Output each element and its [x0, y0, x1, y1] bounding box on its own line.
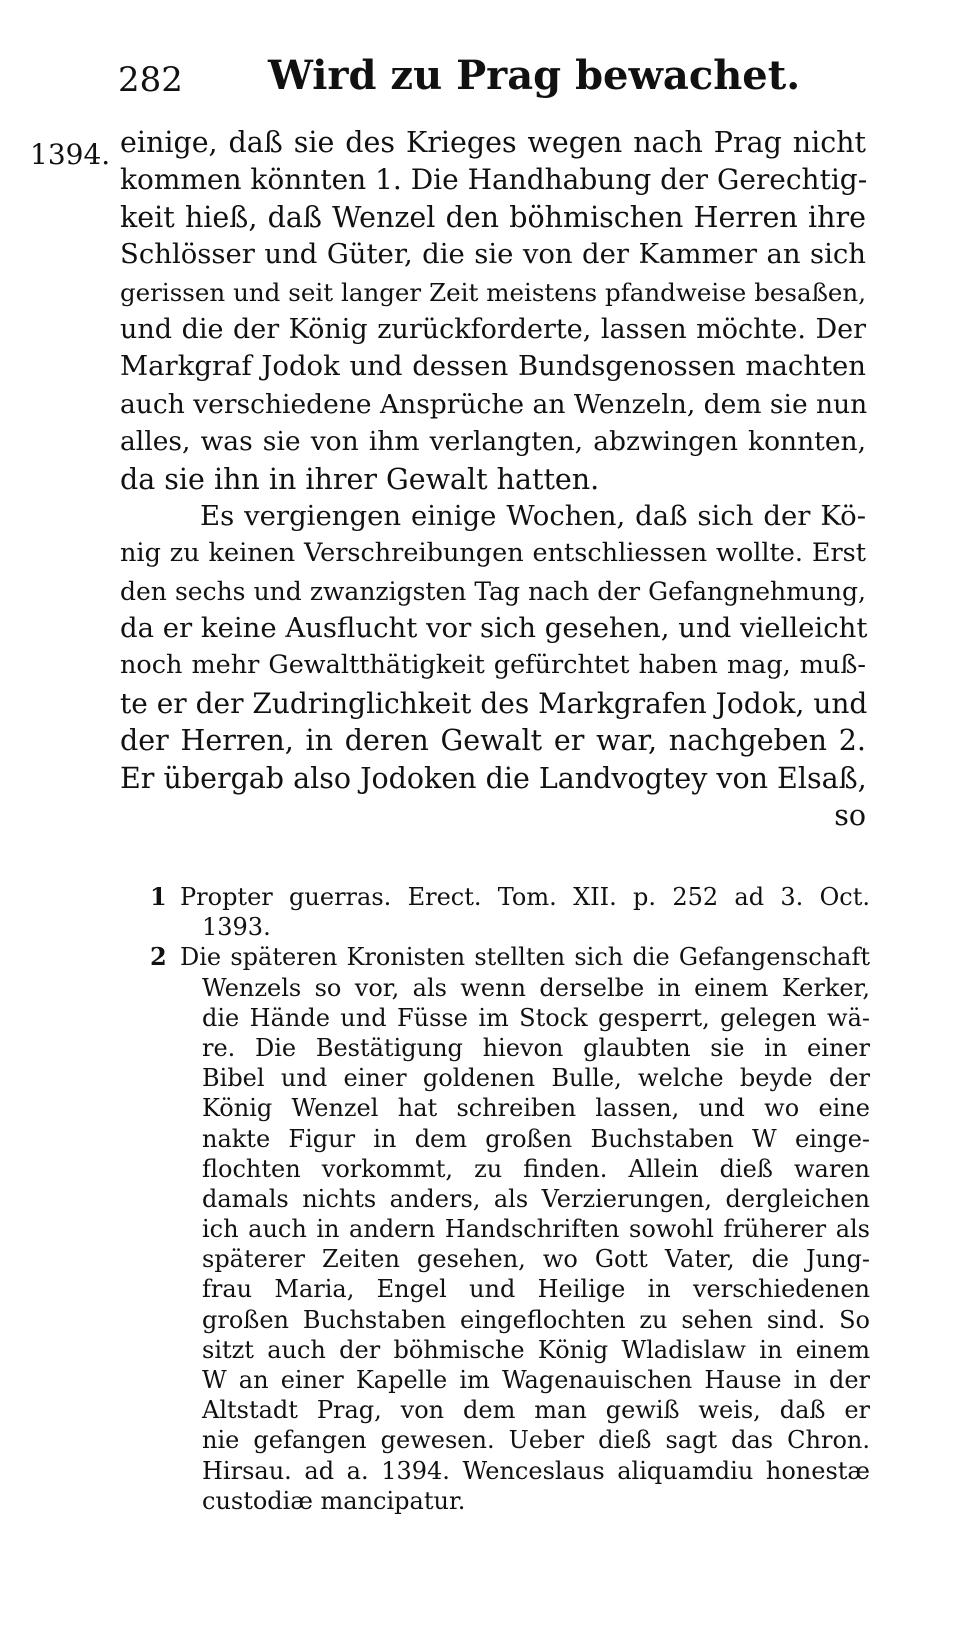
- footnote-2-line: [150, 942, 870, 972]
- footnote-2-line: nie gefangen gewesen. Ueber dieß sagt das Chron.: [202, 1426, 870, 1455]
- paragraph-start-line: Es vergiengen einige Wochen, daß sich der Kö-: [200, 499, 866, 532]
- text-line: der Herren, in deren Gewalt er war, nachgeben 2.: [120, 724, 866, 758]
- footnote-2-line: die Hände und Füsse im Stock gesperrt, gelegen wä-: [202, 1003, 870, 1032]
- footnote-2-line: Bibel und einer goldenen Bulle, welche beyde der: [202, 1064, 870, 1093]
- footnote-2-line: späterer Zeiten gesehen, wo Gott Vater, die Jung-: [202, 1245, 870, 1274]
- text-line: keit hieß, daß Wenzel den böhmischen Herren ihre: [120, 200, 866, 234]
- footnote-2-line: damals nichts anders, als Verzierungen, dergleichen: [202, 1184, 870, 1213]
- text-line: Er übergab also Jodoken die Landvogtey von Elsaß,: [120, 761, 867, 795]
- text-line: nig zu keinen Verschreibungen entschliessen wollte. Erst: [120, 538, 866, 569]
- text-line: da er keine Ausflucht vor sich gesehen, und vielleicht: [120, 612, 868, 645]
- footnote-2-line: großen Buchstaben eingeflochten zu sehen sind. So: [202, 1305, 870, 1334]
- text-line: alles, was sie von ihm verlangten, abzwingen konnten,: [120, 426, 866, 458]
- footnote-2-line: Altstadt Prag, von dem man gewiß weis, daß er: [202, 1396, 870, 1425]
- page-number: 282: [118, 60, 183, 100]
- footnote-1-line: 1393.: [202, 913, 271, 942]
- text-line: auch verschiedene Ansprüche an Wenzeln, dem sie nun: [120, 388, 868, 420]
- page-header: [118, 52, 838, 112]
- footnote-mark: 1: [150, 882, 167, 911]
- text-line: kommen könnten 1. Die Handhabung der Gerechtig-: [120, 163, 868, 197]
- footnote-2-line: Hirsau. ad a. 1394. Wenceslaus aliquamdiu honestæ: [202, 1456, 870, 1485]
- running-title: Wird zu Prag bewachet.: [268, 52, 801, 99]
- text-line: Markgraf Jodok und dessen Bundsgenossen machten: [120, 350, 866, 383]
- footnote-2-line: W an einer Kapelle im Wagenauischen Hause in der: [202, 1366, 870, 1394]
- text-line: einige, daß sie des Krieges wegen nach Prag nicht: [120, 126, 866, 159]
- text-line: den sechs und zwanzigsten Tag nach der Gefangnehmung,: [120, 576, 866, 606]
- catchword: so: [834, 799, 866, 833]
- footnote-2-line: nakte Figur in dem großen Buchstaben W einge-: [202, 1124, 870, 1153]
- footnote-2-line: flochten vorkommt, zu finden. Allein dieß waren: [202, 1154, 870, 1183]
- footnote-1-line: [150, 882, 870, 912]
- text-line: da sie ihn in ihrer Gewalt hatten.: [120, 462, 600, 496]
- footnote-2-line: Wenzels so vor, als wenn derselbe in einem Kerker,: [202, 973, 870, 1002]
- text-line: Schlösser und Güter, die sie von der Kammer an sich: [120, 238, 866, 271]
- marginal-year: 1394.: [30, 138, 111, 171]
- footnotes: [150, 882, 870, 1516]
- footnote-2-line: frau Maria, Engel und Heilige in verschiedenen: [202, 1275, 870, 1304]
- footnote-2-line: re. Die Bestätigung hievon glaubten sie in einer: [202, 1033, 870, 1062]
- footnote-2-line: König Wenzel hat schreiben lassen, und wo eine: [202, 1094, 870, 1123]
- footnote-text: Propter guerras. Erect. Tom. XII. p. 252 ad 3. Oct.: [180, 883, 870, 911]
- text-line: gerissen und seit langer Zeit meistens pfandweise besaßen,: [120, 277, 866, 307]
- text-line: te er der Zudringlichkeit des Markgrafen Jodok, und: [120, 686, 868, 720]
- footnote-text: Die späteren Kronisten stellten sich die Gefangenschaft: [180, 943, 870, 972]
- footnote-2-line: sitzt auch der böhmische König Wladislaw in einem: [202, 1335, 870, 1364]
- main-text: [120, 124, 866, 834]
- text-line: noch mehr Gewaltthätigkeit gefürchtet haben mag, muß-: [120, 650, 866, 681]
- text-line: und die der König zurückforderte, lassen möchte. Der: [120, 313, 866, 345]
- footnote-2-line: ich auch in andern Handschriften sowohl früherer als: [202, 1215, 870, 1244]
- footnote-mark: 2: [150, 942, 167, 972]
- footnote-2-line: custodiæ mancipatur.: [202, 1486, 466, 1515]
